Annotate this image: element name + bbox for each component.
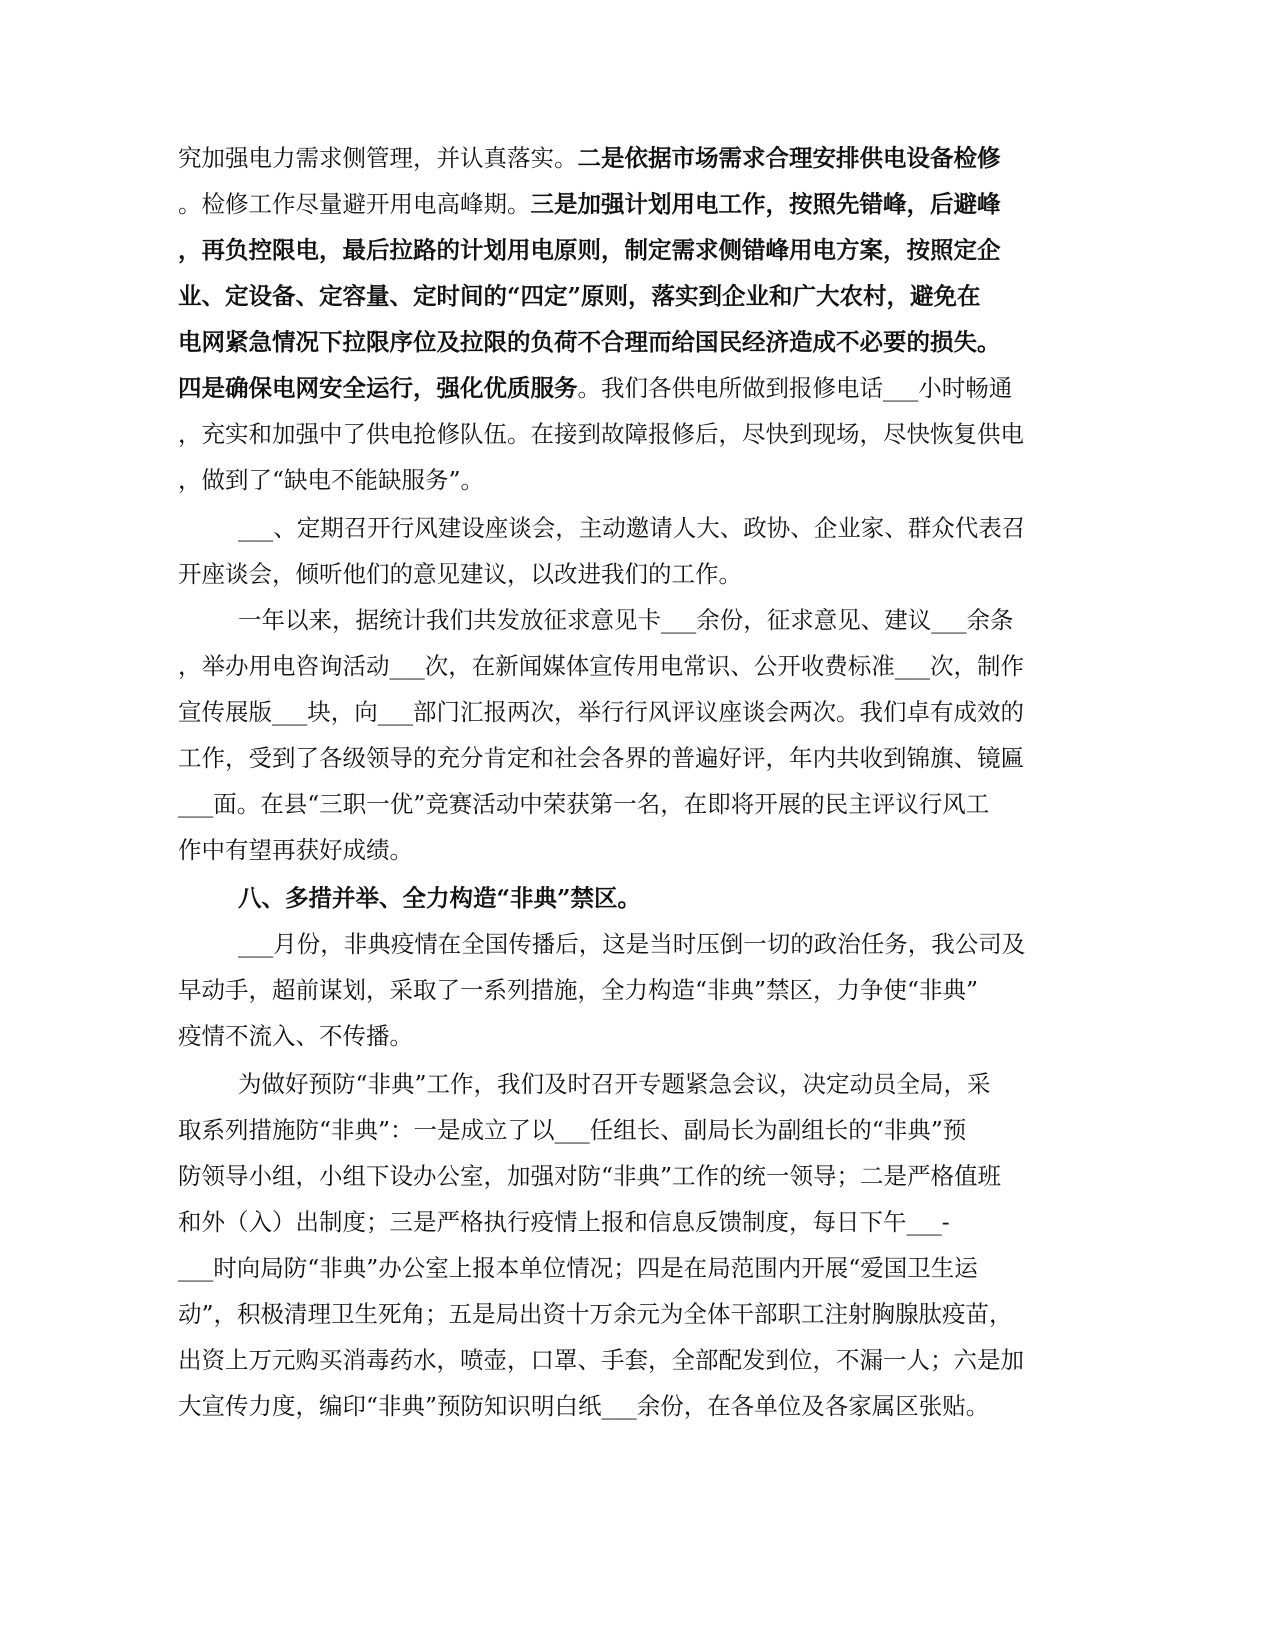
- text-line: [178, 740, 1058, 776]
- text-line: [178, 1388, 1058, 1424]
- text-segment-bold: 三是加强计划用电工作，按照先错峰，后避峰: [530, 190, 1001, 218]
- text-line: [238, 926, 1058, 962]
- text-segment: 为做好预防“非典”工作，我们及时召开专题紧急会议，决定动员全局，采: [238, 1070, 991, 1098]
- text-segment-bold: 二是依据市场需求合理安排供电设备检修: [577, 144, 1001, 172]
- text-line: [178, 232, 1058, 268]
- text-segment-bold: ，再负控限电，最后拉路的计划用电原则，制定需求侧错峰用电方案，按照定企: [178, 236, 1001, 264]
- text-segment: ，充实和加强中了供电抢修队伍。在接到故障报修后，尽快到现场，尽快恢复供电: [178, 420, 1024, 448]
- text-line: [178, 462, 1058, 498]
- text-segment: 究加强电力需求侧管理，并认真落实。: [178, 144, 578, 172]
- text-segment: 防领导小组，小组下设办公室，加强对防“非典”工作的统一领导；二是严格值班: [178, 1162, 1002, 1190]
- text-line: [238, 602, 1058, 638]
- text-line: [178, 324, 1058, 360]
- text-segment: 工作，受到了各级领导的充分肯定和社会各界的普遍好评，年内共收到锦旗、镜匾: [178, 744, 1024, 772]
- text-line: [238, 510, 1058, 546]
- text-segment-bold: 电网紧急情况下拉限序位及拉限的负荷不合理而给国民经济造成不必要的损失。: [178, 328, 1001, 356]
- text-segment-bold: 八、多措并举、全力构造“非典”禁区。: [238, 884, 642, 912]
- text-segment: 宣传展版___块，向___部门汇报两次，举行行风评议座谈会两次。我们卓有成效的: [178, 698, 1024, 726]
- text-segment: ，做到了“缺电不能缺服务”。: [178, 466, 485, 494]
- text-line: [178, 416, 1058, 452]
- text-line: [178, 694, 1058, 730]
- text-segment: ___面。在县“三职一优”竞赛活动中荣获第一名，在即将开展的民主评议行风工: [178, 790, 990, 818]
- text-segment: 。我们各供电所做到报修电话___小时畅通: [577, 374, 1013, 402]
- text-line: [178, 278, 1058, 314]
- text-line: [178, 972, 1058, 1008]
- text-line: [178, 1158, 1058, 1194]
- text-line: [178, 140, 1058, 176]
- text-segment: 大宣传力度，编印“非典”预防知识明白纸___余份，在各单位及各家属区张贴。: [178, 1392, 990, 1420]
- text-segment: 和外（入）出制度；三是严格执行疫情上报和信息反馈制度，每日下午___-: [178, 1208, 950, 1236]
- text-segment: ___、定期召开行风建设座谈会，主动邀请人大、政协、企业家、群众代表召: [238, 514, 1026, 542]
- text-segment: ___月份，非典疫情在全国传播后，这是当时压倒一切的政治任务，我公司及: [238, 930, 1026, 958]
- text-segment: ，举办用电咨询活动___次，在新闻媒体宣传用电常识、公开收费标准___次，制作: [178, 652, 1024, 680]
- text-segment: 作中有望再获好成绩。: [178, 836, 413, 864]
- text-line: [178, 648, 1058, 684]
- text-line: [178, 1342, 1058, 1378]
- text-segment: 动”，积极清理卫生死角；五是局出资十万余元为全体干部职工注射胸腺肽疫苗，: [178, 1300, 1013, 1328]
- text-line: [178, 556, 1058, 592]
- text-segment: 疫情不流入、不传播。: [178, 1022, 413, 1050]
- text-segment: 。检修工作尽量避开用电高峰期。: [178, 190, 531, 218]
- text-line: [178, 1204, 1058, 1240]
- text-segment: 出资上万元购买消毒药水，喷壶，口罩、手套，全部配发到位，不漏一人；六是加: [178, 1346, 1024, 1374]
- text-segment: 开座谈会，倾听他们的意见建议，以改进我们的工作。: [178, 560, 742, 588]
- text-line: [178, 832, 1058, 868]
- text-segment: ___时向局防“非典”办公室上报本单位情况；四是在局范围内开展“爱国卫生运: [178, 1254, 978, 1282]
- text-line: [178, 186, 1058, 222]
- text-line: [178, 1296, 1058, 1332]
- text-line: [238, 1066, 1058, 1102]
- text-line: [178, 370, 1058, 406]
- text-line: [178, 786, 1058, 822]
- text-line: [178, 1018, 1058, 1054]
- text-segment: 一年以来，据统计我们共发放征求意见卡___余份，征求意见、建议___余条: [238, 606, 1014, 634]
- text-line: [178, 1112, 1058, 1148]
- text-segment: 早动手，超前谋划，采取了一系列措施，全力构造“非典”禁区，力争使“非典”: [178, 976, 979, 1004]
- text-segment: 取系列措施防“非典”：一是成立了以___任组长、副局长为副组长的“非典”预: [178, 1116, 967, 1144]
- text-segment-bold: 业、定设备、定容量、定时间的“四定”原则，落实到企业和广大农村，避免在: [178, 282, 981, 310]
- section-heading: [238, 880, 1058, 916]
- text-segment-bold: 四是确保电网安全运行，强化优质服务: [178, 374, 578, 402]
- text-line: [178, 1250, 1058, 1286]
